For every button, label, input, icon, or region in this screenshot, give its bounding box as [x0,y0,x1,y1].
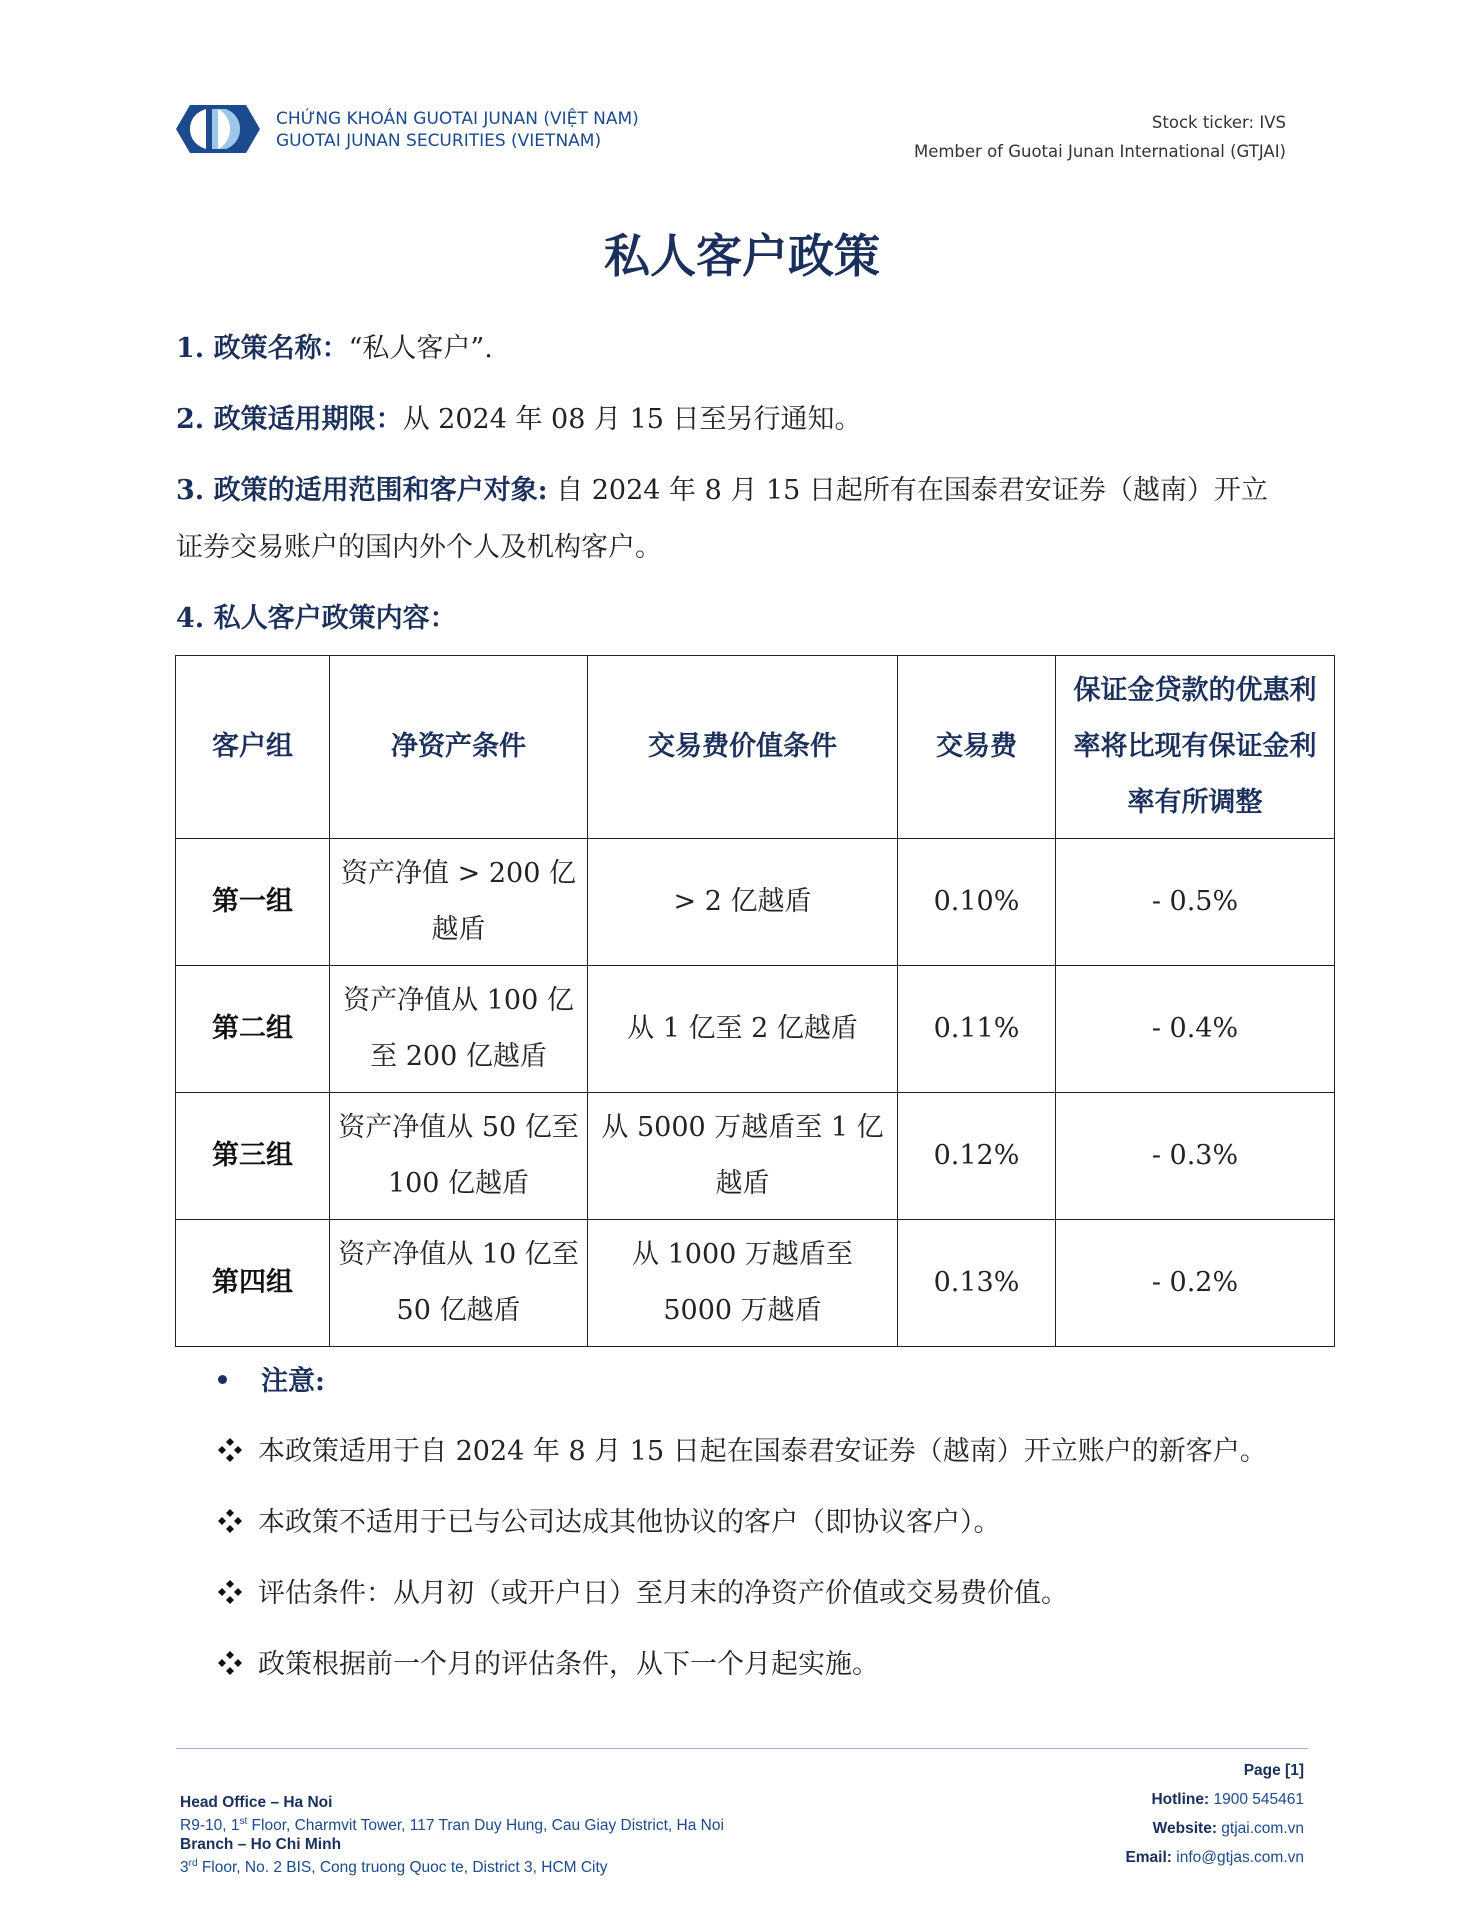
hotline: Hotline: 1900 545461 [1151,1791,1304,1808]
footer-addresses [180,1793,724,1877]
footer-contacts [1125,1756,1304,1872]
branch-label: Branch – Ho Chi Minh [180,1836,342,1854]
cell-fee-value: 从 1 亿至 2 亿越盾 [588,966,898,1093]
cell-assets: 资产净值 > 200 亿越盾 [330,839,588,966]
page-number: Page [1] [1243,1762,1304,1779]
cell-rate: - 0.5% [1056,839,1335,966]
website-link[interactable]: Website: gtjai.com.vn [1152,1820,1304,1837]
header-fee-value: 交易费价值条件 [588,656,898,839]
footer-divider [176,1748,1308,1749]
table-row [176,1093,1335,1220]
notes-heading-text: 注意: [261,1366,325,1397]
table-header-row [176,656,1335,839]
company-name-en: GUOTAI JUNAN SECURITIES (VIETNAM) [276,131,602,151]
diamond-bullet-icon [218,1580,242,1604]
table-row [176,839,1335,966]
note-item [218,1503,1318,1543]
branch-address: 3rd Floor, No. 2 BIS, Cong truong Quoc te, District 3, HCM City [180,1858,608,1877]
bullet-icon [218,1375,227,1384]
company-name [276,108,639,152]
cell-group: 第四组 [176,1220,330,1347]
cell-assets: 资产净值从 50 亿至 100 亿越盾 [330,1093,588,1220]
section-1 [176,320,1316,377]
cell-fee-value: > 2 亿越盾 [588,839,898,966]
cell-fee: 0.12% [898,1093,1056,1220]
section-3-value-line1: 自 2024 年 8 月 15 日起所有在国泰君安证券（越南）开立 [547,475,1268,506]
section-3-value-line2: 证券交易账户的国内外个人及机构客户。 [176,532,662,563]
cell-group: 第二组 [176,966,330,1093]
section-3-label: 3. 政策的适用范围和客户对象: [176,475,548,506]
cell-fee-value: 从 5000 万越盾至 1 亿越盾 [588,1093,898,1220]
notes-heading [218,1362,325,1402]
cell-assets: 资产净值从 10 亿至 50 亿越盾 [330,1220,588,1347]
section-1-label: 1. 政策名称： [176,333,349,364]
section-3 [176,462,1316,576]
cell-group: 第一组 [176,839,330,966]
table-row [176,1220,1335,1347]
header-margin-rate: 保证金贷款的优惠利率将比现有保证金利率有所调整 [1056,656,1335,839]
section-1-value: “私人客户”. [348,333,493,364]
note-item [218,1574,1318,1614]
cell-rate: - 0.2% [1056,1220,1335,1347]
note-text: 本政策适用于自 2024 年 8 月 15 日起在国泰君安证券（越南）开立账户的新客户。 [258,1436,1267,1467]
note-item [218,1645,1318,1685]
note-text: 政策根据前一个月的评估条件，从下一个月起实施。 [258,1649,879,1680]
cell-rate: - 0.4% [1056,966,1335,1093]
cell-group: 第三组 [176,1093,330,1220]
header-customer-group: 客户组 [176,656,330,839]
head-office-label: Head Office – Ha Noi [180,1794,333,1811]
cell-fee: 0.13% [898,1220,1056,1347]
note-text: 本政策不适用于已与公司达成其他协议的客户（即协议客户）。 [258,1507,1001,1538]
cell-assets: 资产净值从 100 亿至 200 亿越盾 [330,966,588,1093]
section-2 [176,391,1316,448]
cell-fee-value: 从 1000 万越盾至 5000 万越盾 [588,1220,898,1347]
section-2-label: 2. 政策适用期限： [176,404,403,435]
page-title: 私人客户政策 [604,229,880,283]
gtja-logo-icon [176,103,260,155]
email-link[interactable]: Email: info@gtjas.com.vn [1125,1849,1304,1866]
note-item [218,1432,1318,1472]
table-row [176,966,1335,1093]
diamond-bullet-icon [218,1509,242,1533]
header-info [914,108,1286,166]
cell-rate: - 0.3% [1056,1093,1335,1220]
diamond-bullet-icon [218,1651,242,1675]
member-info: Member of Guotai Junan International (GTJAI) [913,142,1286,161]
diamond-bullet-icon [218,1438,242,1462]
cell-fee: 0.10% [898,839,1056,966]
company-name-vn: CHỨNG KHOÁN GUOTAI JUNAN (VIỆT NAM) [276,109,639,129]
head-office-address: R9-10, 1st Floor, Charmvit Tower, 117 Tran Duy Hung, Cau Giay District, Ha Noi [180,1816,724,1835]
header-net-asset: 净资产条件 [330,656,588,839]
stock-ticker: Stock ticker: IVS [1151,113,1286,132]
section-2-value: 从 2024 年 08 月 15 日至另行通知。 [402,404,862,435]
header-fee: 交易费 [898,656,1056,839]
cell-fee: 0.11% [898,966,1056,1093]
policy-table [175,655,1335,1347]
note-text: 评估条件：从月初（或开户日）至月末的净资产价值或交易费价值。 [258,1578,1068,1609]
page-header [0,0,1484,170]
section-4 [176,590,1316,647]
section-4-label: 4. 私人客户政策内容： [176,603,457,634]
